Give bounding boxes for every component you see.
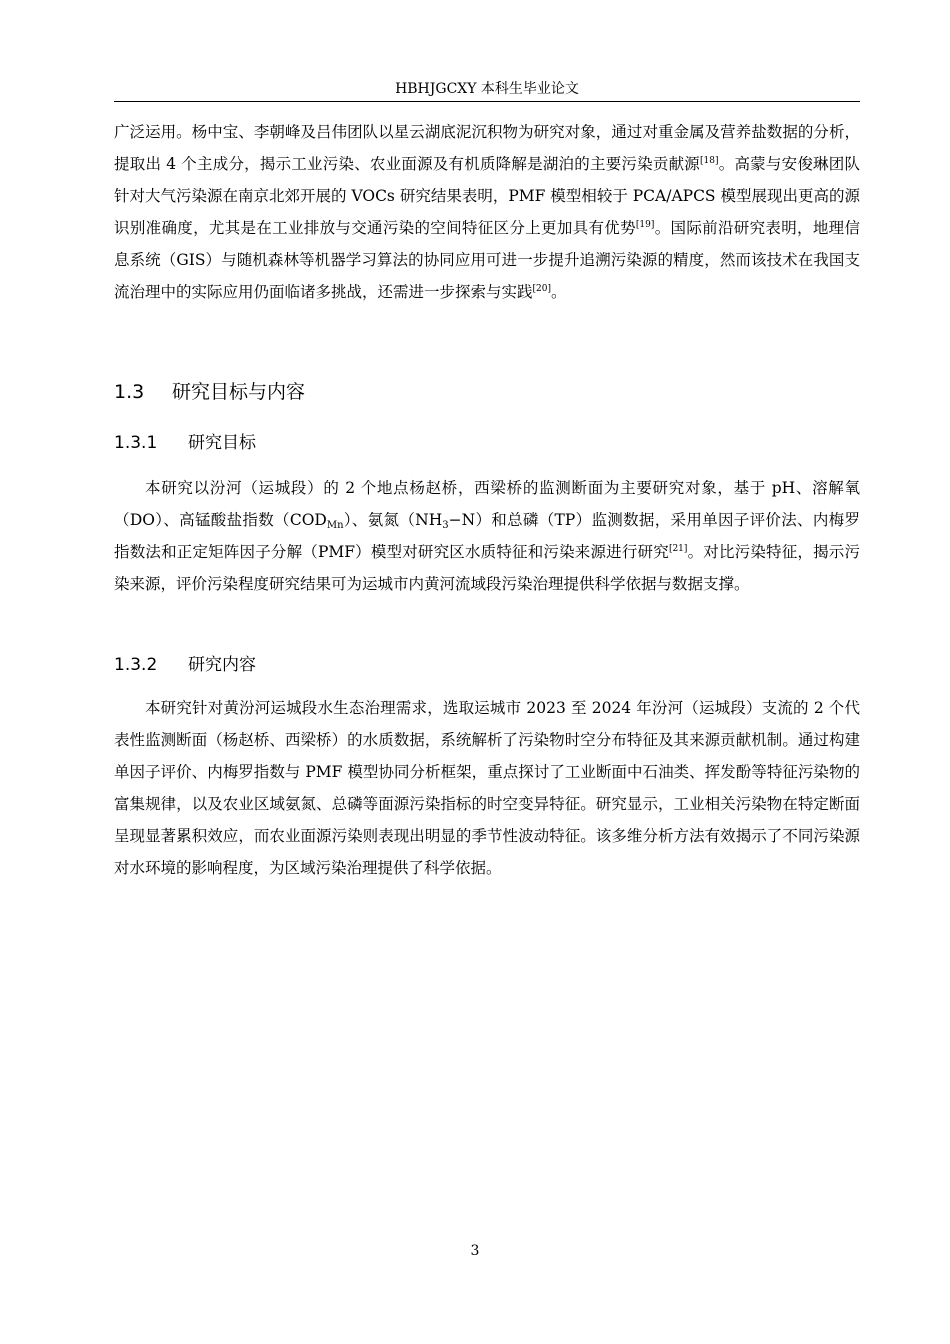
section-title: 研究目标与内容	[172, 381, 306, 403]
subsection-number: 1.3.1	[114, 433, 158, 453]
intro-text-3: 。国际前沿研究表明，地理信息系统（GIS）与随机森林等机器学习算法的协同应用可进一步提升追溯污染源的精度，然而该技术在我国支流治理中的实际应用仍面临诸多挑战，还需进一步探索与实践	[114, 219, 860, 301]
research-content-text: 本研究针对黄汾河运城段水生态治理需求，选取运城市 2023 至 2024 年汾河（运城段）支流的 2 个代表性监测断面（杨赵桥、西梁桥）的水质数据，系统解析了污染物时空分布特征及其来源贡献机制。通过构建单因子评价、内梅罗指数与 PMF 模型协同分析框架，重点探讨了工业断面中石油类、挥发酚等特征污染物的富集规律，以及农业区域氨氮、总磷等面源污染指标的时空变异特征。研究显示，工业相关污染物在特定断面呈现显著累积效应，而农业面源污染则表现出明显的季节性波动特征。该多维分析方法有效揭示了不同污染源对水环境的影响程度，为区域污染治理提供了科学依据。	[114, 699, 860, 877]
section-heading-1-3	[114, 378, 305, 406]
research-objective-paragraph	[114, 472, 860, 600]
intro-text-1: 广泛运用。杨中宝、李朝峰及吕伟团队以星云湖底泥沉积物为研究对象，通过对重金属及营养盐数据的分析，提取出 4 个主成分，揭示工业污染、农业面源及有机质降解是湖泊的主要污染贡献源	[114, 123, 860, 173]
citation-19: [19]	[635, 220, 655, 230]
subsection-number: 1.3.2	[114, 655, 158, 675]
citation-21: [21]	[668, 544, 688, 554]
intro-text-4: 。	[551, 283, 567, 301]
intro-paragraph	[114, 116, 860, 308]
subsection-title: 研究目标	[188, 433, 256, 453]
subsection-heading-1-3-1	[114, 430, 256, 456]
citation-18: [18]	[700, 156, 719, 166]
subsection-title: 研究内容	[188, 655, 256, 675]
objective-text-2: ）、氨氮（NH	[343, 511, 443, 529]
subscript-mn: Mn	[326, 520, 344, 531]
research-content-paragraph	[114, 692, 860, 884]
page-number: 3	[470, 1243, 480, 1259]
page-header: HBHJGCXY 本科生毕业论文	[395, 81, 579, 97]
objective-text-3: −N）和总磷（TP）监测数据，采用单因子评价法、内梅罗指数法和正定矩阵因子分解（PMF）模型对研究区水质特征和污染来源进行研究	[114, 511, 860, 561]
objective-text-1: 本研究以汾河（运城段）的 2 个地点杨赵桥，西梁桥的监测断面为主要研究对象，基于 pH、溶解氧（DO）、高锰酸盐指数（COD	[114, 479, 860, 529]
subsection-heading-1-3-2	[114, 652, 256, 678]
citation-20: [20]	[532, 284, 551, 294]
header-rule	[114, 101, 860, 102]
subscript-3: 3	[442, 520, 449, 531]
section-number: 1.3	[114, 381, 145, 403]
intro-text-2: 。高蒙与安俊琳团队针对大气污染源在南京北郊开展的 VOCs 研究结果表明，PMF 模型相较于 PCA/APCS 模型展现出更高的源识别准确度，尤其是在工业排放与交通污染的空间特征区分上更加具有优势	[114, 155, 860, 237]
objective-text-4: 。对比污染特征，揭示污染来源，评价污染程度研究结果可为运城市内黄河流域段污染治理提供科学依据与数据支撑。	[114, 543, 860, 593]
